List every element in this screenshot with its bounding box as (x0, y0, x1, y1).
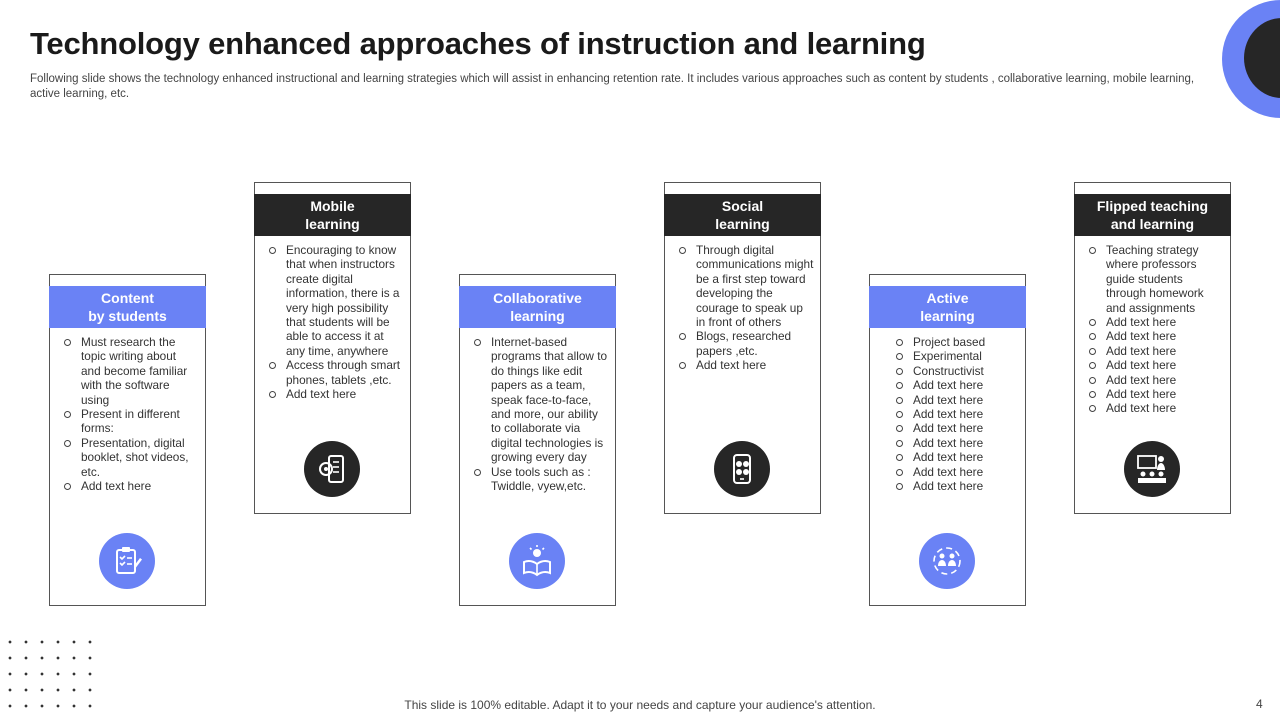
card-social-learning (664, 182, 821, 514)
list-item: Presentation, digital booklet, shot videos, etc. (61, 436, 199, 479)
list-item: Add text here (893, 393, 1021, 407)
classroom-presentation-icon (1124, 441, 1180, 497)
card-heading (1074, 194, 1231, 236)
book-idea-icon (509, 533, 565, 589)
card-heading-line1: Mobile (310, 198, 355, 214)
slide-subtitle: Following slide shows the technology enhanced instructional and learning strategies which will assist in enhancing retention rate. It includes various approaches such as content by students , collaborative learning, mobile learning, active learning, etc. (30, 73, 1195, 100)
list-item: Access through smart phones, tablets ,etc. (266, 358, 404, 387)
mobile-settings-icon (304, 441, 360, 497)
list-item: Add text here (893, 436, 1021, 450)
list-item: Teaching strategy where professors guide students through homework and assignments (1086, 243, 1224, 315)
list-item: Constructivist (893, 364, 1021, 378)
people-cycle-icon (919, 533, 975, 589)
list-item: Add text here (1086, 387, 1224, 401)
list-item: Must research the topic writing about and become familiar with the software using (61, 335, 199, 407)
card-active-learning (869, 274, 1026, 606)
card-list (1086, 243, 1224, 416)
card-list (893, 335, 1021, 493)
list-item: Present in different forms: (61, 407, 199, 436)
clipboard-checklist-icon (99, 533, 155, 589)
card-mobile-learning (254, 182, 411, 514)
card-heading-line1: Flipped teaching (1096, 198, 1209, 214)
list-item: Add text here (1086, 329, 1224, 343)
card-heading-line1: Active (926, 290, 969, 306)
list-item: Add text here (893, 421, 1021, 435)
card-heading-line2: learning (920, 308, 975, 324)
card-heading-line2: learning (715, 216, 770, 232)
slide-title: Technology enhanced approaches of instruction and learning (30, 26, 926, 61)
card-list (266, 243, 404, 401)
card-heading (664, 194, 821, 236)
list-item: Internet-based programs that allow to do things like edit papers as a team, speak face-to-face, and more, our ability to collaborate via digital technologies is growing every day (471, 335, 609, 465)
list-item: Add text here (893, 378, 1021, 392)
card-content-by-students (49, 274, 206, 606)
card-list (471, 335, 609, 493)
card-collaborative-learning (459, 274, 616, 606)
list-item: Add text here (266, 387, 404, 401)
list-item: Add text here (893, 479, 1021, 493)
card-heading-line2: learning (305, 216, 360, 232)
card-heading-line2: learning (510, 308, 565, 324)
list-item: Use tools such as : Twiddle, vyew,etc. (471, 465, 609, 494)
list-item: Project based (893, 335, 1021, 349)
card-heading-line2: and learning (1110, 216, 1195, 232)
list-item: Add text here (676, 358, 814, 372)
card-flipped-teaching (1074, 182, 1231, 514)
card-heading-line1: Social (721, 198, 764, 214)
card-list (61, 335, 199, 493)
list-item: Add text here (893, 450, 1021, 464)
list-item: Blogs, researched papers ,etc. (676, 329, 814, 358)
card-heading (869, 286, 1026, 328)
card-heading-line1: Collaborative (493, 290, 582, 306)
card-heading (254, 194, 411, 236)
card-heading-line1: Content (101, 290, 154, 306)
list-item: Experimental (893, 349, 1021, 363)
card-heading (459, 286, 616, 328)
card-heading-line2: by students (88, 308, 167, 324)
slide-footer: This slide is 100% editable. Adapt it to your needs and capture your audience's attention. (404, 698, 876, 712)
list-item: Add text here (1086, 358, 1224, 372)
list-item: Add text here (1086, 315, 1224, 329)
list-item: Through digital communications might be a first step toward developing the courage to speak up in front of others (676, 243, 814, 329)
list-item: Add text here (1086, 344, 1224, 358)
list-item: Add text here (1086, 401, 1224, 415)
list-item: Encouraging to know that when instructors create digital information, there is a very high possibility that students will be able to access it at any time, anywhere (266, 243, 404, 358)
page-number: 4 (1256, 697, 1263, 711)
list-item: Add text here (61, 479, 199, 493)
list-item: Add text here (1086, 373, 1224, 387)
list-item: Add text here (893, 407, 1021, 421)
card-heading (49, 286, 206, 328)
smartphone-social-icon (714, 441, 770, 497)
card-list (676, 243, 814, 373)
list-item: Add text here (893, 465, 1021, 479)
